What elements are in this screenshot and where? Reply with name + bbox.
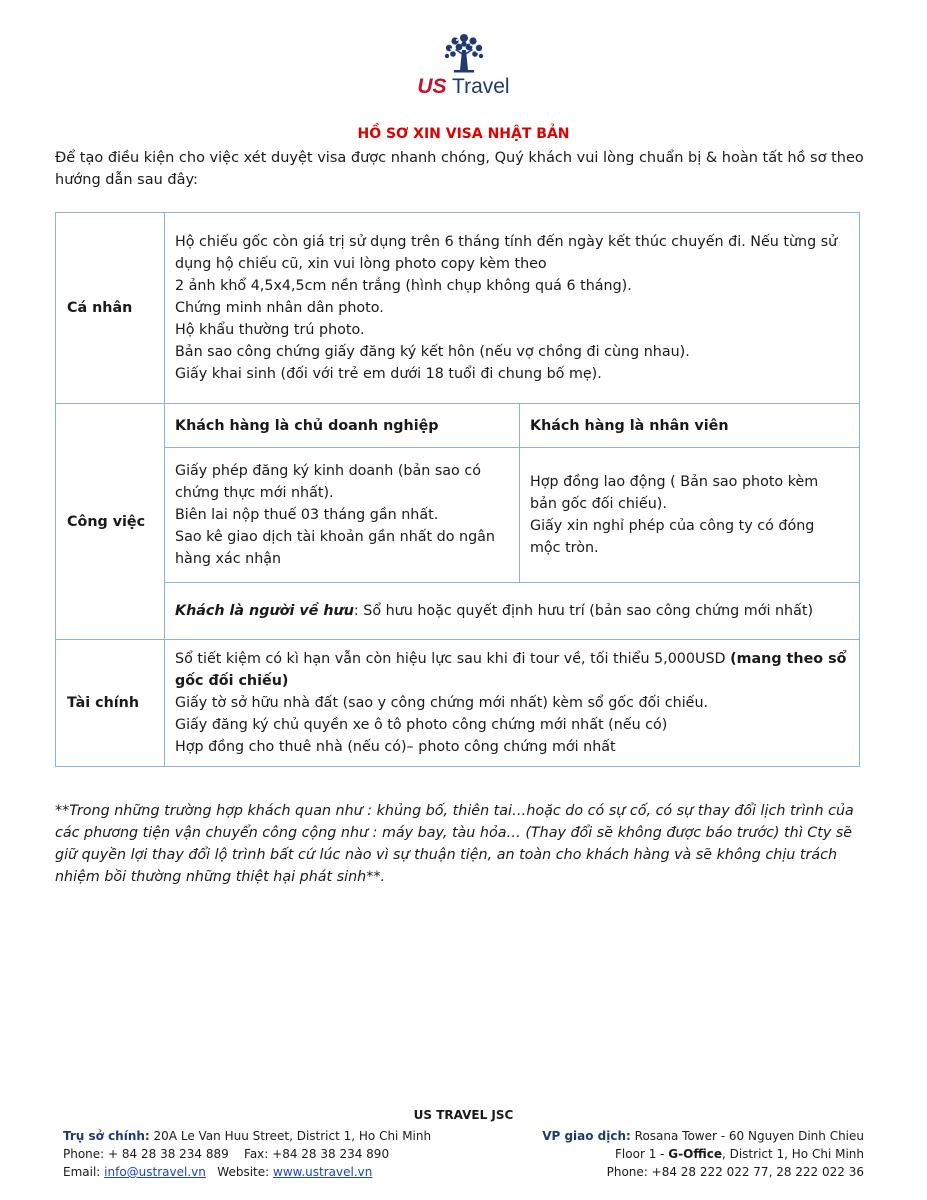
website-label: Website:: [205, 1165, 273, 1179]
hq-label: Trụ sở chính:: [63, 1129, 150, 1143]
vp-phone: Phone: +84 28 222 022 77, 28 222 022 36: [606, 1165, 864, 1179]
company-logo: [0, 30, 927, 98]
vp-floor-suffix: , District 1, Ho Chi Minh: [721, 1147, 864, 1161]
row-tai-chinh: [56, 640, 860, 767]
retiree-label: Khách là người về hưu: [175, 603, 354, 619]
row-label-ca-nhan: Cá nhân: [56, 213, 165, 404]
email-link[interactable]: info@ustravel.vn: [104, 1165, 206, 1179]
row-cong-viec-retiree: [56, 583, 860, 640]
list-item: [175, 648, 849, 692]
tree-icon: [441, 30, 487, 74]
list-item: Hộ khẩu thường trú photo.: [175, 322, 365, 338]
savings-note: (mang theo sổ gốc đối chiếu): [175, 651, 847, 689]
row-ca-nhan: [56, 213, 860, 404]
list-item: Giấy xin nghỉ phép của công ty có đóng mộc tròn.: [530, 518, 815, 556]
list-item: Giấy tờ sở hữu nhà đất (sao y công chứng mới nhất) kèm sổ gốc đối chiếu.: [175, 695, 709, 711]
list-item: Sao kê giao dịch tài khoản gần nhất do ngân hàng xác nhận: [175, 529, 495, 567]
ca-nhan-content: [165, 213, 860, 404]
owner-content: [165, 448, 520, 583]
list-item: Bản sao công chứng giấy đăng ký kết hôn (nếu vợ chồng đi cùng nhau).: [175, 344, 690, 360]
document-title: HỒ SƠ XIN VISA NHẬT BẢN: [357, 126, 570, 142]
website-link[interactable]: www.ustravel.vn: [273, 1165, 373, 1179]
vp-floor-prefix: Floor 1 -: [615, 1147, 669, 1161]
list-item: Chứng minh nhân dân photo.: [175, 300, 384, 316]
vp-address: Rosana Tower - 60 Nguyen Dinh Chieu: [630, 1129, 864, 1143]
footer-company: US TRAVEL JSC: [413, 1108, 514, 1122]
list-item: Hộ chiếu gốc còn giá trị sử dụng trên 6 tháng tính đến ngày kết thúc chuyến đi. Nếu từng sử dụng hộ chiếu cũ, xin vui lòng photo copy kèm theo: [175, 234, 838, 272]
tai-chinh-content: [165, 640, 860, 767]
row-label-cong-viec: Công việc: [56, 404, 165, 640]
list-item: Biên lai nộp thuế 03 tháng gần nhất.: [175, 507, 439, 523]
list-item: Giấy khai sinh (đối với trẻ em dưới 18 tuổi đi chung bố mẹ).: [175, 366, 602, 382]
vp-label: VP giao dịch:: [542, 1129, 631, 1143]
list-item: Giấy đăng ký chủ quyền xe ô tô photo công chứng mới nhất (nếu có): [175, 717, 668, 733]
row-cong-viec-body: [56, 448, 860, 583]
row-cong-viec-header: [56, 404, 860, 448]
list-item: Hợp đồng cho thuê nhà (nếu có)– photo công chứng mới nhất: [175, 739, 616, 755]
list-item: Giấy phép đăng ký kinh doanh (bản sao có chứng thực mới nhất).: [175, 463, 481, 501]
logo-wordmark: US Travel: [417, 75, 510, 98]
footer-office: [542, 1127, 864, 1181]
hq-address: 20A Le Van Huu Street, District 1, Ho Chi Minh: [149, 1129, 432, 1143]
retiree-content: [165, 583, 860, 640]
intro-paragraph: Để tạo điều kiện cho việc xét duyệt visa được nhanh chóng, Quý khách vui lòng chuẩn bị & hoàn tất hồ sơ theo hướng dẫn sau đây:: [55, 150, 864, 188]
retiree-text: : Sổ hưu hoặc quyết định hưu trí (bản sao công chứng mới nhất): [353, 603, 814, 619]
employee-content: [520, 448, 860, 583]
disclaimer-note: **Trong những trường hợp khách quan như : khủng bố, thiên tai…hoặc do có sự cố, có sự thay đổi lịch trình của các phương tiện vận chuyển công cộng như : máy bay, tàu hỏa… (Thay đổi sẽ không được báo trước) thì Cty sẽ giữ quyền lợi thay đổi lộ trình bất cứ lúc nào vì sự thuận tiện, an toàn cho khách hàng và sẽ không chịu trách nhiệm bồi thường những thiệt hại phát sinh**.: [55, 803, 854, 885]
list-item: 2 ảnh khổ 4,5x4,5cm nền trắng (hình chụp không quá 6 tháng).: [175, 278, 632, 294]
footer-headquarters: [63, 1127, 431, 1181]
row-label-tai-chinh: Tài chính: [56, 640, 165, 767]
employee-header: Khách hàng là nhân viên: [520, 404, 860, 448]
vp-floor-office: G-Office: [668, 1147, 722, 1161]
hq-phone: Phone: + 84 28 38 234 889 Fax: +84 28 38 234 890: [63, 1147, 390, 1161]
list-item: Hợp đồng lao động ( Bản sao photo kèm bản gốc đối chiếu).: [530, 474, 819, 512]
owner-header: Khách hàng là chủ doanh nghiệp: [165, 404, 520, 448]
requirements-table: [55, 212, 860, 767]
email-label: Email:: [63, 1165, 105, 1179]
savings-text: Sổ tiết kiệm có kì hạn vẫn còn hiệu lực sau khi đi tour về, tối thiểu 5,000USD: [175, 651, 731, 667]
